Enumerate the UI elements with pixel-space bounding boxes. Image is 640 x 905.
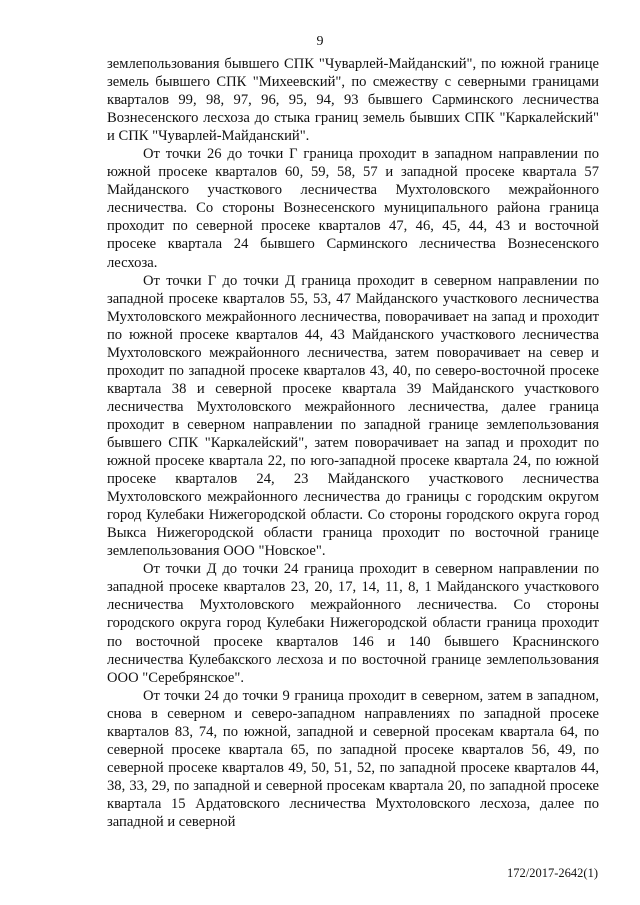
paragraph-continuation: землепользования бывшего СПК "Чуварлей-Майданский", по южной границе земель бывшего СПК "Михеевский", по смежеству с северными границами кварталов 99, 98, 97, 96, 95, 94, 93 бывшего Сарминского лесничества Вознесенского лесхоза до стыка границ земель бывших СПК "Каркалейский" и СПК "Чуварлей-Майданский". (107, 56, 599, 145)
paragraph-point-26-to-g: От точки 26 до точки Г граница проходит в западном направлении по южной просеке кварталов 60, 59, 58, 57 и западной просеке квартала 57 Майданского участкового лесничества Мухтоловского межрайонного лесничества. Со стороны Вознесенского муниципального района граница проходит по северной просеке кварталов 47, 46, 45, 44, 43 и восточной просеке квартала 24 бывшего Сарминского лесничества Вознесенского лесхоза. (107, 146, 599, 271)
document-code: 172/2017-2642(1) (507, 866, 598, 880)
paragraph-point-d-to-24: От точки Д до точки 24 граница проходит в северном направлении по западной просеке кварталов 23, 20, 17, 14, 11, 8, 1 Майданского участкового лесничества Мухтоловского межрайонного лесничества. Со стороны городского округа город Кулебаки Нижегородской области граница проходит по восточной просеке кварталов 146 и 140 бывшего Краснинского лесничества Кулебакского лесхоза и по восточной границе землепользования ООО "Серебрянское". (107, 561, 599, 686)
paragraph-point-g-to-d: От точки Г до точки Д граница проходит в северном направлении по западной просеке кварталов 55, 53, 47 Майданского участкового лесничества Мухтоловского межрайонного лесничества, поворачивает на запад и проходит по южной просеке кварталов 44, 43 Майданского участкового лесничества Мухтоловского межрайонного лесничества, затем поворачивает на север и проходит по западной просеке кварталов 43, 40, по северо-восточной просеке квартала 38 и северной просеке квартала 39 Майданского участкового лесничества Мухтоловского межрайонного лесничества, далее граница проходит в северном направлении по западной границе землепользования бывшего СПК "Каркалейский", затем поворачивает на запад и проходит по южной просеке квартала 22, по юго-западной просеке квартала 24, по южной просеке кварталов 24, 23 Майданского участкового лесничества Мухтоловского межрайонного лесничества до границы с городским округом город Кулебаки Нижегородской области. Со стороны городского округа город Выкса Нижегородской области граница проходит по восточной границе землепользования ООО "Новское". (107, 272, 599, 560)
page-number: 9 (316, 34, 324, 49)
document-body (107, 55, 599, 831)
paragraph-point-24-to-9: От точки 24 до точки 9 граница проходит в северном, затем в западном, снова в северном и северо-западном направлениях по западной просеке кварталов 83, 74, по южной, западной и северной просекам квартала 64, по северной просеке квартала 65, по западной просеке кварталов 56, 49, по северной просеке кварталов 49, 50, 51, 52, по западной просеке кварталов 44, 38, 33, 29, по западной и северной просекам квартала 20, по западной просеке квартала 15 Ардатовского лесничества Мухтоловского лесхоза, далее по западной и северной (107, 687, 599, 830)
